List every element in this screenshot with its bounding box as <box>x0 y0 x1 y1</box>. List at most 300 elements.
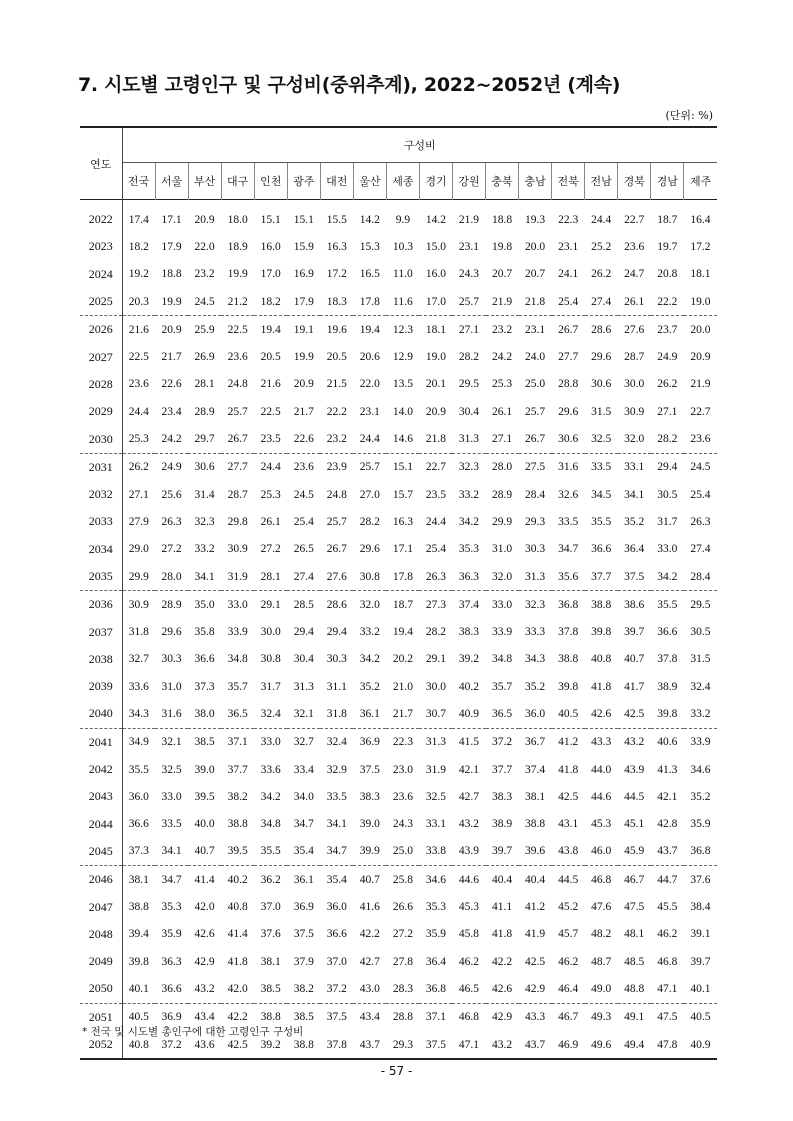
value-cell: 16.0 <box>425 268 446 281</box>
table-row <box>80 646 717 673</box>
value-cell: 37.5 <box>618 563 651 591</box>
value-cell: 19.9 <box>227 268 248 281</box>
page-title: 7. 시도별 고령인구 및 구성비(중위추계), 2022~2052년 (계속) <box>78 74 621 96</box>
value-cell: 29.1 <box>425 653 446 666</box>
value-cell: 19.1 <box>293 323 314 336</box>
value-cell: 26.7 <box>558 323 579 336</box>
table-row <box>80 343 717 370</box>
value-cell: 21.7 <box>293 405 314 418</box>
region-header: 서울 <box>155 163 188 200</box>
value-cell: 34.5 <box>591 488 612 501</box>
value-cell: 23.6 <box>392 790 413 803</box>
value-cell: 18.1 <box>425 323 446 336</box>
value-cell: 32.6 <box>558 488 579 501</box>
value-cell: 36.6 <box>128 818 149 831</box>
region-header: 충북 <box>486 163 519 200</box>
value-cell: 36.6 <box>591 543 612 556</box>
value-cell: 12.9 <box>392 351 413 364</box>
value-cell: 38.3 <box>491 790 513 803</box>
value-cell: 34.7 <box>293 818 314 831</box>
value-cell: 34.6 <box>425 873 446 886</box>
value-cell: 41.4 <box>194 873 215 886</box>
value-cell: 45.9 <box>618 838 651 866</box>
value-cell: 22.2 <box>651 288 684 316</box>
value-cell: 27.5 <box>525 461 546 474</box>
value-cell: 36.0 <box>519 700 552 728</box>
value-cell: 14.6 <box>386 425 419 453</box>
value-cell: 15.0 <box>425 240 446 253</box>
value-cell: 20.1 <box>425 378 446 391</box>
value-cell: 35.9 <box>690 818 711 831</box>
value-cell: 15.9 <box>293 240 314 253</box>
value-cell: 34.2 <box>260 790 281 803</box>
value-cell: 43.7 <box>651 838 684 866</box>
value-cell: 38.8 <box>227 818 248 831</box>
value-cell: 45.5 <box>657 901 678 914</box>
value-cell: 41.8 <box>591 680 612 693</box>
value-cell: 27.1 <box>657 405 678 418</box>
value-cell: 26.3 <box>690 515 711 528</box>
table-row <box>80 200 717 234</box>
value-cell: 28.4 <box>525 488 546 501</box>
value-cell: 26.9 <box>194 351 215 364</box>
table-row <box>80 866 717 894</box>
value-cell: 28.8 <box>392 1011 413 1024</box>
value-cell: 25.3 <box>260 488 281 501</box>
value-cell: 38.8 <box>591 598 612 611</box>
value-cell: 38.8 <box>558 653 579 666</box>
value-cell: 33.4 <box>293 763 314 776</box>
value-cell: 37.3 <box>194 680 215 693</box>
region-header: 전북 <box>552 163 585 200</box>
value-cell: 17.1 <box>392 543 413 556</box>
value-cell: 29.3 <box>525 515 546 528</box>
value-cell: 34.8 <box>491 653 513 666</box>
value-cell: 28.2 <box>651 425 684 453</box>
year-cell: 2033 <box>80 508 122 535</box>
population-ratio-table <box>80 126 717 1060</box>
value-cell: 31.4 <box>194 488 215 501</box>
value-cell: 48.1 <box>624 928 645 941</box>
value-cell: 20.9 <box>161 323 182 336</box>
value-cell: 33.5 <box>326 790 347 803</box>
value-cell: 38.4 <box>690 901 711 914</box>
value-cell: 19.7 <box>657 240 678 253</box>
value-cell: 24.1 <box>558 268 579 281</box>
table-row <box>80 261 717 288</box>
value-cell: 21.9 <box>486 288 519 316</box>
value-cell: 48.8 <box>618 975 651 1003</box>
value-cell: 18.3 <box>320 288 353 316</box>
value-cell: 49.6 <box>585 1031 618 1059</box>
value-cell: 17.2 <box>690 240 711 253</box>
value-cell: 23.1 <box>525 323 546 336</box>
value-cell: 20.0 <box>690 323 711 336</box>
table-row <box>80 728 717 756</box>
value-cell: 17.4 <box>128 213 149 226</box>
value-cell: 34.8 <box>260 818 281 831</box>
value-cell: 21.8 <box>419 425 452 453</box>
value-cell: 38.5 <box>254 975 287 1003</box>
year-cell: 2037 <box>80 618 122 645</box>
value-cell: 35.3 <box>458 543 480 556</box>
value-cell: 31.7 <box>260 680 281 693</box>
value-cell: 46.8 <box>657 955 678 968</box>
value-cell: 30.4 <box>293 653 314 666</box>
value-cell: 16.9 <box>293 268 314 281</box>
region-header: 제주 <box>684 163 717 200</box>
value-cell: 36.3 <box>161 955 182 968</box>
value-cell: 29.9 <box>122 563 155 591</box>
value-cell: 36.1 <box>293 873 314 886</box>
value-cell: 35.9 <box>161 928 182 941</box>
value-cell: 25.0 <box>386 838 419 866</box>
value-cell: 37.6 <box>260 928 281 941</box>
value-cell: 27.7 <box>227 461 248 474</box>
value-cell: 36.2 <box>260 873 281 886</box>
value-cell: 17.8 <box>353 288 386 316</box>
table-row <box>80 756 717 783</box>
value-cell: 25.3 <box>491 378 513 391</box>
year-cell: 2027 <box>80 343 122 370</box>
value-cell: 26.7 <box>221 425 254 453</box>
value-cell: 21.7 <box>161 351 182 364</box>
value-cell: 41.5 <box>458 736 480 749</box>
value-cell: 26.6 <box>392 901 413 914</box>
value-cell: 49.0 <box>585 975 618 1003</box>
value-cell: 44.6 <box>458 873 480 886</box>
value-cell: 37.8 <box>320 1031 353 1059</box>
table-row <box>80 673 717 700</box>
value-cell: 25.0 <box>525 378 546 391</box>
value-cell: 30.8 <box>353 563 386 591</box>
value-cell: 24.2 <box>491 351 513 364</box>
value-cell: 37.5 <box>359 763 380 776</box>
value-cell: 23.1 <box>558 240 579 253</box>
value-cell: 40.0 <box>194 818 215 831</box>
value-cell: 46.4 <box>552 975 585 1003</box>
region-header: 인천 <box>254 163 287 200</box>
value-cell: 20.5 <box>326 351 347 364</box>
value-cell: 36.4 <box>425 955 446 968</box>
value-cell: 34.9 <box>128 736 149 749</box>
table-row <box>80 288 717 316</box>
value-cell: 37.5 <box>293 928 314 941</box>
value-cell: 31.1 <box>326 680 347 693</box>
value-cell: 42.7 <box>359 955 380 968</box>
value-cell: 25.4 <box>552 288 585 316</box>
year-cell: 2026 <box>80 316 122 344</box>
value-cell: 31.5 <box>591 405 612 418</box>
value-cell: 36.8 <box>684 838 717 866</box>
value-cell: 36.6 <box>155 975 188 1003</box>
value-cell: 41.4 <box>227 928 248 941</box>
value-cell: 42.5 <box>618 700 651 728</box>
year-column-header: 연도 <box>80 127 122 200</box>
value-cell: 36.8 <box>419 975 452 1003</box>
value-cell: 25.2 <box>591 240 612 253</box>
value-cell: 40.2 <box>458 680 480 693</box>
value-cell: 16.4 <box>690 213 711 226</box>
value-cell: 28.6 <box>326 598 347 611</box>
value-cell: 42.9 <box>194 955 215 968</box>
value-cell: 22.5 <box>227 323 248 336</box>
value-cell: 34.2 <box>359 653 380 666</box>
value-cell: 26.1 <box>491 405 513 418</box>
value-cell: 31.7 <box>657 515 678 528</box>
value-cell: 43.3 <box>525 1011 546 1024</box>
table-row <box>80 371 717 398</box>
value-cell: 33.9 <box>491 626 513 639</box>
value-cell: 25.9 <box>194 323 215 336</box>
value-cell: 39.6 <box>519 838 552 866</box>
value-cell: 22.6 <box>287 425 320 453</box>
table-row <box>80 233 717 260</box>
value-cell: 36.9 <box>359 736 380 749</box>
value-cell: 32.3 <box>525 598 546 611</box>
value-cell: 34.7 <box>558 543 579 556</box>
value-cell: 28.1 <box>194 378 215 391</box>
value-cell: 27.4 <box>690 543 711 556</box>
value-cell: 40.8 <box>227 901 248 914</box>
region-header: 대구 <box>221 163 254 200</box>
value-cell: 18.7 <box>392 598 413 611</box>
value-cell: 37.1 <box>227 736 248 749</box>
value-cell: 16.5 <box>359 268 380 281</box>
value-cell: 31.6 <box>558 461 579 474</box>
table-row <box>80 948 717 975</box>
value-cell: 12.3 <box>392 323 413 336</box>
value-cell: 14.2 <box>359 213 380 226</box>
value-cell: 23.7 <box>657 323 678 336</box>
value-cell: 17.8 <box>386 563 419 591</box>
value-cell: 32.0 <box>486 563 519 591</box>
value-cell: 18.9 <box>227 240 248 253</box>
value-cell: 29.6 <box>359 543 380 556</box>
value-cell: 19.8 <box>491 240 513 253</box>
value-cell: 30.0 <box>624 378 645 391</box>
value-cell: 19.4 <box>359 323 380 336</box>
value-cell: 47.1 <box>452 1031 485 1059</box>
year-cell: 2046 <box>80 866 122 894</box>
value-cell: 24.7 <box>624 268 645 281</box>
value-cell: 24.5 <box>188 288 221 316</box>
value-cell: 37.1 <box>425 1011 446 1024</box>
table-row <box>80 700 717 728</box>
value-cell: 20.5 <box>260 351 281 364</box>
value-cell: 24.3 <box>392 818 413 831</box>
value-cell: 23.2 <box>491 323 513 336</box>
value-cell: 15.5 <box>326 213 347 226</box>
value-cell: 19.4 <box>392 626 413 639</box>
value-cell: 23.6 <box>624 240 645 253</box>
value-cell: 26.1 <box>260 515 281 528</box>
value-cell: 31.0 <box>491 543 513 556</box>
value-cell: 46.8 <box>591 873 612 886</box>
value-cell: 22.0 <box>359 378 380 391</box>
value-cell: 22.7 <box>624 213 645 226</box>
value-cell: 19.3 <box>525 213 546 226</box>
value-cell: 20.7 <box>525 268 546 281</box>
value-cell: 34.8 <box>227 653 248 666</box>
value-cell: 30.3 <box>161 653 182 666</box>
value-cell: 42.2 <box>227 1011 248 1024</box>
value-cell: 25.7 <box>359 461 380 474</box>
value-cell: 23.6 <box>227 351 248 364</box>
value-cell: 46.0 <box>585 838 618 866</box>
value-cell: 45.1 <box>624 818 645 831</box>
value-cell: 27.6 <box>624 323 645 336</box>
value-cell: 44.5 <box>624 790 645 803</box>
value-cell: 28.0 <box>155 563 188 591</box>
value-cell: 36.0 <box>128 790 149 803</box>
value-cell: 15.1 <box>293 213 314 226</box>
value-cell: 20.9 <box>690 351 711 364</box>
value-cell: 47.1 <box>651 975 684 1003</box>
table-row <box>80 811 717 838</box>
value-cell: 40.7 <box>359 873 380 886</box>
value-cell: 21.8 <box>519 288 552 316</box>
value-cell: 43.2 <box>486 1031 519 1059</box>
value-cell: 35.8 <box>194 626 215 639</box>
value-cell: 38.5 <box>194 736 215 749</box>
value-cell: 28.2 <box>359 515 380 528</box>
value-cell: 33.5 <box>161 818 182 831</box>
value-cell: 26.2 <box>128 461 149 474</box>
value-cell: 30.9 <box>624 405 645 418</box>
value-cell: 19.0 <box>425 351 446 364</box>
value-cell: 21.6 <box>260 378 281 391</box>
value-cell: 24.0 <box>525 351 546 364</box>
value-cell: 27.6 <box>320 563 353 591</box>
table-row <box>80 536 717 563</box>
value-cell: 22.3 <box>392 736 413 749</box>
value-cell: 47.6 <box>591 901 612 914</box>
value-cell: 33.6 <box>128 680 149 693</box>
year-cell: 2029 <box>80 398 122 425</box>
year-cell: 2032 <box>80 481 122 508</box>
value-cell: 29.4 <box>657 461 678 474</box>
table-row <box>80 425 717 453</box>
value-cell: 38.1 <box>525 790 546 803</box>
value-cell: 33.3 <box>525 626 546 639</box>
value-cell: 30.7 <box>419 700 452 728</box>
value-cell: 42.5 <box>525 955 546 968</box>
value-cell: 36.3 <box>452 563 485 591</box>
value-cell: 27.4 <box>287 563 320 591</box>
value-cell: 42.2 <box>359 928 380 941</box>
value-cell: 18.1 <box>690 268 711 281</box>
value-cell: 32.4 <box>254 700 287 728</box>
value-cell: 43.8 <box>552 838 585 866</box>
value-cell: 25.4 <box>425 543 446 556</box>
value-cell: 43.2 <box>624 736 645 749</box>
value-cell: 47.5 <box>657 1011 678 1024</box>
value-cell: 37.2 <box>155 1031 188 1059</box>
value-cell: 40.2 <box>227 873 248 886</box>
value-cell: 16.0 <box>260 240 281 253</box>
year-cell: 2023 <box>80 233 122 260</box>
value-cell: 46.2 <box>458 955 480 968</box>
value-cell: 29.5 <box>458 378 480 391</box>
value-cell: 43.2 <box>458 818 480 831</box>
value-cell: 43.7 <box>519 1031 552 1059</box>
value-cell: 30.5 <box>690 626 711 639</box>
value-cell: 44.0 <box>591 763 612 776</box>
table-row <box>80 975 717 1003</box>
value-cell: 24.9 <box>657 351 678 364</box>
value-cell: 20.8 <box>657 268 678 281</box>
value-cell: 24.3 <box>458 268 480 281</box>
value-cell: 18.0 <box>227 213 248 226</box>
value-cell: 27.2 <box>260 543 281 556</box>
value-cell: 28.8 <box>558 378 579 391</box>
value-cell: 39.5 <box>221 838 254 866</box>
value-cell: 43.4 <box>359 1011 380 1024</box>
value-cell: 19.2 <box>128 268 149 281</box>
value-cell: 24.8 <box>326 488 347 501</box>
value-cell: 22.3 <box>558 213 579 226</box>
region-header: 경기 <box>419 163 452 200</box>
table-row <box>80 838 717 866</box>
region-header: 경북 <box>618 163 651 200</box>
value-cell: 37.5 <box>419 1031 452 1059</box>
value-cell: 36.6 <box>194 653 215 666</box>
value-cell: 23.4 <box>161 405 182 418</box>
value-cell: 26.7 <box>519 425 552 453</box>
value-cell: 23.5 <box>254 425 287 453</box>
value-cell: 45.3 <box>591 818 612 831</box>
value-cell: 32.0 <box>618 425 651 453</box>
value-cell: 38.8 <box>287 1031 320 1059</box>
value-cell: 38.9 <box>657 680 678 693</box>
value-cell: 46.2 <box>657 928 678 941</box>
value-cell: 35.7 <box>491 680 513 693</box>
value-cell: 19.6 <box>326 323 347 336</box>
region-header: 세종 <box>386 163 419 200</box>
value-cell: 49.4 <box>618 1031 651 1059</box>
value-cell: 22.6 <box>161 378 182 391</box>
group-header: 구성비 <box>122 127 717 163</box>
value-cell: 20.7 <box>491 268 513 281</box>
value-cell: 32.1 <box>287 700 320 728</box>
value-cell: 42.6 <box>486 975 519 1003</box>
value-cell: 43.7 <box>353 1031 386 1059</box>
region-header: 울산 <box>353 163 386 200</box>
value-cell: 38.8 <box>260 1011 281 1024</box>
value-cell: 32.0 <box>359 598 380 611</box>
value-cell: 33.1 <box>425 818 446 831</box>
region-header: 대전 <box>320 163 353 200</box>
year-cell: 2028 <box>80 371 122 398</box>
value-cell: 32.7 <box>293 736 314 749</box>
year-cell: 2024 <box>80 261 122 288</box>
value-cell: 21.2 <box>221 288 254 316</box>
value-cell: 34.0 <box>293 790 314 803</box>
value-cell: 28.4 <box>684 563 717 591</box>
value-cell: 41.2 <box>558 736 579 749</box>
value-cell: 42.5 <box>221 1031 254 1059</box>
value-cell: 41.8 <box>227 955 248 968</box>
value-cell: 20.0 <box>525 240 546 253</box>
value-cell: 38.1 <box>260 955 281 968</box>
year-cell: 2039 <box>80 673 122 700</box>
value-cell: 43.9 <box>452 838 485 866</box>
value-cell: 24.5 <box>293 488 314 501</box>
value-cell: 38.8 <box>525 818 546 831</box>
value-cell: 11.0 <box>393 268 413 281</box>
value-cell: 34.1 <box>188 563 221 591</box>
